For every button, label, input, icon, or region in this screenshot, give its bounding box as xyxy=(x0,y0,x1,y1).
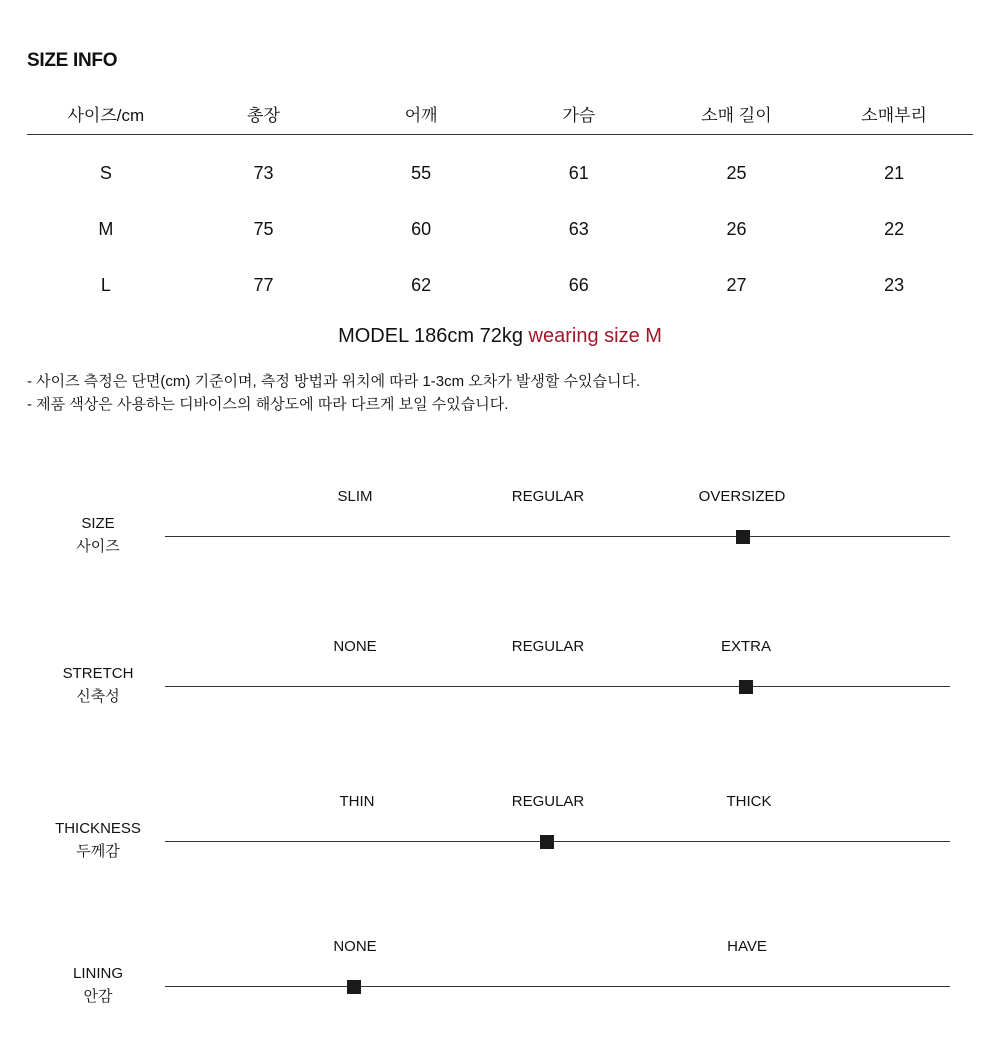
table-row xyxy=(27,135,973,202)
header-size: 사이즈/cm xyxy=(27,92,185,135)
table-cell: M xyxy=(98,218,114,239)
table-row xyxy=(27,257,973,313)
table-row xyxy=(27,201,973,257)
table-cell: 63 xyxy=(568,218,589,239)
scale-option: NONE xyxy=(333,638,377,655)
scale-marker xyxy=(347,980,361,994)
header-length: 총장 xyxy=(185,92,343,135)
scale-size xyxy=(0,480,1000,600)
scale-option: REGULAR xyxy=(511,793,585,810)
scale-marker xyxy=(739,680,753,694)
model-measurements: MODEL 186cm 72kg xyxy=(338,325,523,347)
model-wearing-size: wearing size M xyxy=(528,325,662,347)
note-color: - 제품 색상은 사용하는 디바이스의 해상도에 따라 다르게 보일 수있습니다. xyxy=(27,396,509,413)
table-cell: 60 xyxy=(411,218,432,239)
header-shoulder: 어깨 xyxy=(342,92,500,135)
header-chest: 가슴 xyxy=(500,92,658,135)
scale-label xyxy=(40,512,156,558)
scale-lining xyxy=(0,930,1000,1050)
table-cell: 23 xyxy=(884,274,905,295)
scale-line xyxy=(165,986,950,987)
table-cell: 77 xyxy=(253,274,274,295)
table-cell: 66 xyxy=(568,274,589,295)
scale-marker xyxy=(540,835,554,849)
scale-option: THIN xyxy=(339,793,375,810)
scale-label-ko: 신축성 xyxy=(76,688,120,705)
scale-label-en: SIZE xyxy=(81,515,115,532)
scale-label xyxy=(40,817,156,863)
scale-option: EXTRA xyxy=(720,638,772,655)
scale-label-en: STRETCH xyxy=(62,665,134,682)
note-measurement: - 사이즈 측정은 단면(cm) 기준이며, 측정 방법과 위치에 따라 1-3cm 오차가 발생할 수있습니다. xyxy=(27,373,641,390)
scale-label-en: LINING xyxy=(72,965,123,982)
table-cell: 25 xyxy=(726,162,747,183)
size-table xyxy=(27,92,973,313)
scale-label xyxy=(40,662,156,708)
scale-option: NONE xyxy=(333,938,377,955)
table-cell: 62 xyxy=(411,274,432,295)
size-info-title: SIZE INFO xyxy=(27,50,118,71)
table-cell: 61 xyxy=(568,162,589,183)
table-cell: 27 xyxy=(726,274,747,295)
scale-option: HAVE xyxy=(727,938,767,955)
table-cell: 21 xyxy=(884,162,905,183)
scale-label-en: THICKNESS xyxy=(55,820,141,837)
scale-line xyxy=(165,536,950,537)
table-cell: S xyxy=(99,162,112,183)
scale-option: OVERSIZED xyxy=(698,488,786,505)
table-cell: 22 xyxy=(884,218,905,239)
scale-option: REGULAR xyxy=(511,638,585,655)
table-cell: L xyxy=(100,274,111,295)
scale-line xyxy=(165,841,950,842)
table-cell: 55 xyxy=(411,162,432,183)
scale-thickness xyxy=(0,785,1000,905)
scale-line xyxy=(165,686,950,687)
scale-label-ko: 안감 xyxy=(83,988,113,1005)
table-cell: 73 xyxy=(253,162,274,183)
model-info xyxy=(0,325,1000,348)
scale-option: THICK xyxy=(726,793,772,810)
scale-label xyxy=(40,962,156,1008)
header-sleeve-opening: 소매부리 xyxy=(815,92,973,135)
scale-marker xyxy=(736,530,750,544)
scale-stretch xyxy=(0,630,1000,750)
scale-option: REGULAR xyxy=(511,488,585,505)
scale-label-ko: 두께감 xyxy=(76,843,120,860)
scale-label-ko: 사이즈 xyxy=(76,538,120,555)
header-sleeve-length: 소매 길이 xyxy=(658,92,816,135)
table-cell: 75 xyxy=(253,218,274,239)
table-cell: 26 xyxy=(726,218,747,239)
size-notes xyxy=(27,370,640,416)
size-table-header-row xyxy=(27,92,973,135)
scale-option: SLIM xyxy=(337,488,373,505)
